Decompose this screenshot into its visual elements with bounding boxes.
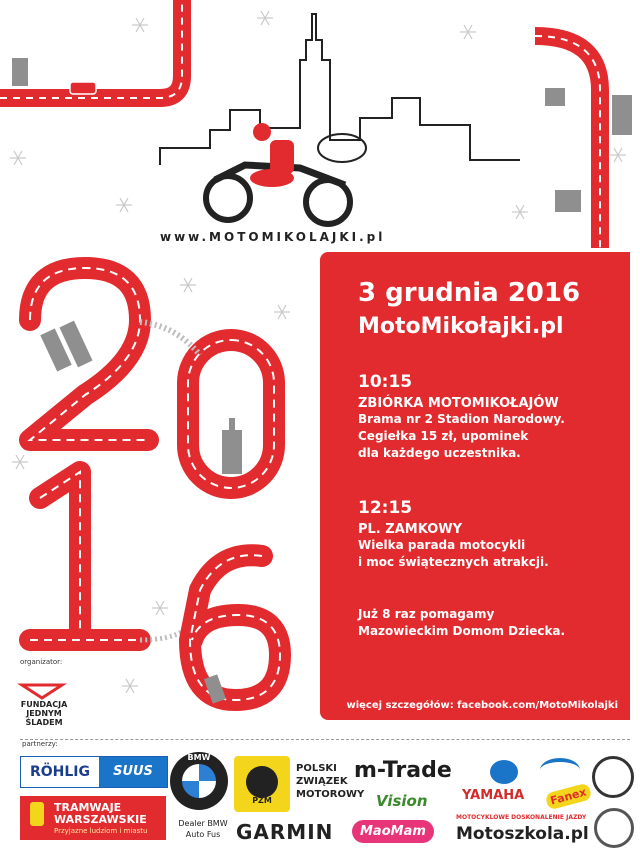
suus-logo-text: SUUS (99, 757, 167, 787)
digit-one-road (30, 472, 185, 640)
schedule-title: ZBIÓRKA MOTOMIKOŁAJÓW (358, 396, 559, 411)
schedule-item (358, 372, 565, 462)
partners-label: partnerzy: (22, 740, 58, 748)
bmw-logo[interactable] (170, 752, 228, 810)
schedule-line: Wielka parada motocykli (358, 538, 526, 552)
bmw-dealer-text (172, 818, 234, 840)
yamaha-logo[interactable]: YAMAHA (462, 788, 525, 803)
schedule-line: dla każdego uczestnika. (358, 446, 521, 460)
schedule-line: Cegiełka 15 zł, upominek (358, 429, 529, 443)
organizer-logo-icon (22, 685, 62, 698)
pzm-name-line: MOTOROWY (296, 789, 365, 800)
garmin-logo[interactable]: GARMIN (236, 820, 334, 844)
tramwaje-line: TRAMWAJE (54, 801, 122, 814)
schedule-title: PL. ZAMKOWY (358, 522, 462, 537)
fanex-logo[interactable]: Fanex (545, 783, 593, 811)
mission-text (358, 606, 565, 640)
partners-divider (20, 739, 630, 740)
mtrade-logo[interactable]: m-Trade (354, 758, 452, 783)
tramwaje-line: WARSZAWSKIE (54, 813, 147, 826)
mission-line: Mazowieckim Domom Dziecka. (358, 624, 566, 638)
vision-logo[interactable]: Vision (376, 792, 428, 810)
club-badge-icon-2[interactable] (594, 808, 634, 848)
organizer-label: organizator: (20, 658, 63, 666)
site-url[interactable]: www.MOTOMIKOLAJKI.pl (160, 230, 386, 244)
schedule-line: Brama nr 2 Stadion Narodowy. (358, 412, 565, 426)
bmw-dealer-line: Dealer BMW (178, 819, 228, 828)
bmw-dealer-line: Auto Fus (185, 830, 221, 839)
top-right-road (535, 36, 632, 248)
schedule-line: i moc świątecznych atrakcji. (358, 555, 549, 569)
foundation-logo[interactable] (540, 758, 580, 782)
pzm-name-line: ZWIĄZEK (296, 776, 348, 787)
facebook-link[interactable]: więcej szczegółów: facebook.com/MotoMikolajki (346, 700, 618, 711)
event-info-panel (320, 252, 630, 720)
organizer-name (14, 700, 74, 727)
mission-line: Już 8 raz pomagamy (358, 607, 495, 621)
event-brand: MotoMikołajki.pl (358, 314, 564, 339)
digit-six-road (190, 555, 280, 703)
organizer-name-line: JEDNYM ŚLADEM (25, 709, 63, 727)
rohlig-suus-logo[interactable] (20, 756, 168, 788)
schedule-time: 12:15 (358, 498, 413, 518)
motoszkola-logo[interactable]: Motoszkola.pl (456, 824, 589, 844)
digit-two-road (30, 268, 148, 440)
pzm-logo[interactable] (234, 756, 290, 812)
santa-motorbike-illustration (206, 123, 366, 224)
club-badge-icon[interactable] (592, 756, 634, 798)
event-date: 3 grudnia 2016 (358, 278, 581, 308)
bmw-logo-text: BMW (187, 753, 211, 762)
rohlig-logo-text: RÖHLIG (21, 757, 99, 787)
tramwaje-slogan: Przyjazne ludziom i miastu (54, 827, 148, 835)
motoszkola-tagline: MOTOCYKLOWE DOSKONALENIE JAZDY (456, 814, 587, 821)
tramwaje-logo[interactable] (20, 796, 166, 840)
schedule-item (358, 498, 549, 571)
top-left-road (0, 0, 182, 98)
partner-badge-icon[interactable] (490, 760, 518, 784)
pzm-logo-text: PZM (252, 796, 272, 805)
digit-zero-road (140, 322, 274, 488)
maomam-logo[interactable]: MaoMam (352, 820, 434, 843)
pzm-name-line: POLSKI (296, 763, 337, 774)
schedule-time: 10:15 (358, 372, 413, 392)
organizer-name-line: FUNDACJA (20, 700, 68, 709)
